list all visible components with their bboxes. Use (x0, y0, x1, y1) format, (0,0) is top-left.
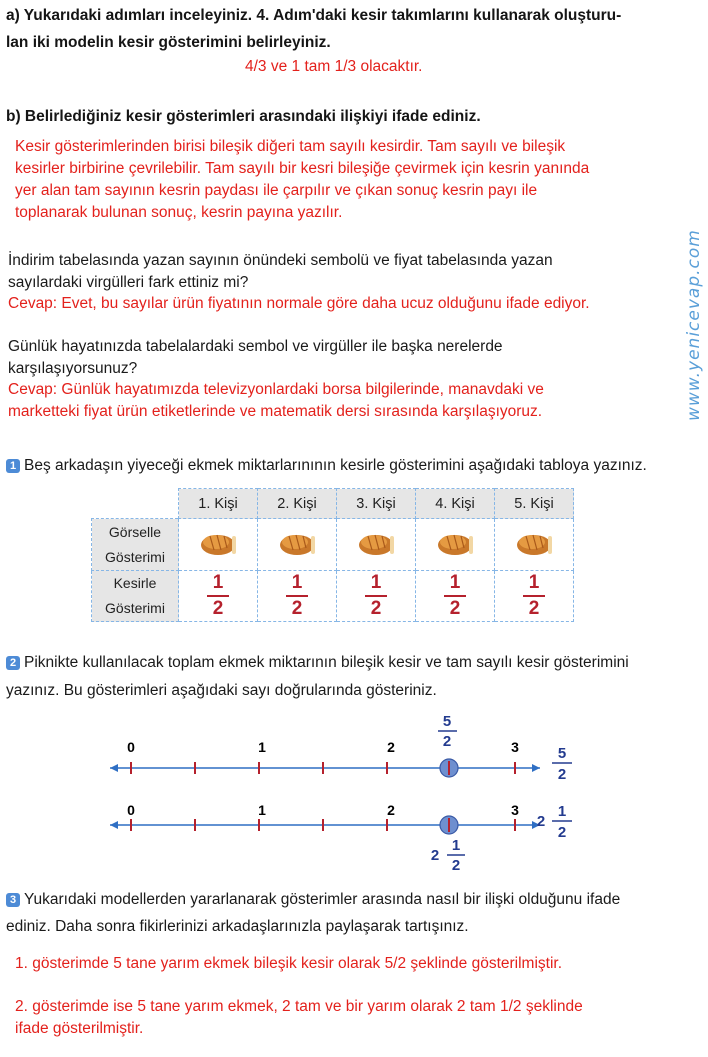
qa1-answer: Cevap: Evet, bu sayılar ürün fiyatının normale göre daha ucuz olduğunu ifade ediyor. (8, 295, 590, 312)
fraction-denominator: 2 (370, 598, 382, 619)
table-header: 4. Kişi (416, 489, 495, 519)
fraction-cell (416, 571, 495, 622)
qa2-question-line: Günlük hayatınızda tabelalardaki sembol ve virgüller ile başka nerelerde (8, 338, 503, 355)
right-denominator: 2 (557, 766, 567, 783)
tick-label: 2 (387, 802, 395, 818)
point-denominator: 2 (451, 857, 461, 874)
task1-instruction (6, 455, 647, 477)
tick-label: 3 (511, 739, 519, 755)
task3-answer2-line2: ifade gösterilmiştir. (15, 1020, 144, 1037)
number-line-1 (110, 713, 572, 783)
task2-text-line1: Piknikte kullanılacak toplam ekmek miktarının bileşik kesir ve tam sayılı kesir gösterimini (24, 654, 629, 671)
point-numerator: 1 (451, 837, 461, 854)
task3-answer2-line1: 2. gösterimde ise 5 tane yarım ekmek, 2 tam ve bir yarım olarak 2 tam 1/2 şeklinde (15, 998, 583, 1015)
point-denominator: 2 (442, 733, 452, 750)
fraction-numerator: 1 (449, 572, 461, 593)
qa1-question-line: İndirim tabelasında yazan sayının önündeki sembolü ve fiyat tabelasında yazan (8, 252, 553, 269)
watermark: www.yenicevap.com (684, 229, 704, 421)
fraction-table (91, 488, 574, 622)
row-label-fraction (92, 571, 179, 622)
bread-cell (337, 519, 416, 571)
bread-cell (495, 519, 574, 571)
section-b-question: b) Belirlediğiniz kesir gösterimleri arasındaki ilişkiyi ifade ediniz. (6, 108, 481, 125)
task3-instruction (6, 889, 620, 911)
tick-label: 3 (511, 802, 519, 818)
bread-cell (179, 519, 258, 571)
right-numerator: 5 (557, 745, 567, 762)
fraction-numerator: 1 (212, 572, 224, 593)
qa2-answer (8, 379, 544, 423)
fraction-numerator: 1 (370, 572, 382, 593)
fraction-cell (337, 571, 416, 622)
table-header: 1. Kişi (179, 489, 258, 519)
bread-cell (258, 519, 337, 571)
table-header: 5. Kişi (495, 489, 574, 519)
left-arrow-icon (110, 821, 118, 829)
half-bread-icon (437, 530, 473, 556)
half-bread-icon (358, 530, 394, 556)
fraction-denominator: 2 (528, 598, 540, 619)
point-numerator: 5 (442, 713, 452, 730)
right-denominator: 2 (557, 824, 567, 841)
tick-label: 1 (258, 802, 266, 818)
fraction-cell (179, 571, 258, 622)
section-a-question-line2: lan iki modelin kesir gösterimini belirleyiniz. (6, 34, 331, 51)
right-numerator: 1 (557, 803, 567, 820)
task3-text-line2: ediniz. Daha sonra fikirlerinizi arkadaşlarınızla paylaşarak tartışınız. (6, 918, 469, 935)
row-label-line: Gösterimi (105, 600, 165, 616)
task2-badge: 2 (6, 656, 20, 670)
qa2-question-line: karşılaşıyorsunuz? (8, 360, 138, 377)
number-line-2 (110, 802, 572, 874)
table-corner (92, 489, 179, 519)
fraction-numerator: 1 (528, 572, 540, 593)
task2-instruction (6, 652, 629, 674)
fraction-numerator: 1 (291, 572, 303, 593)
section-a-answer: 4/3 ve 1 tam 1/3 olacaktır. (245, 58, 423, 75)
fraction-denominator: 2 (449, 598, 461, 619)
qa2-question (8, 336, 503, 380)
tick-label: 0 (127, 739, 135, 755)
fraction-denominator: 2 (291, 598, 303, 619)
right-arrow-icon (532, 764, 540, 772)
qa2-answer-line: Cevap: Günlük hayatımızda televizyonlardaki borsa bilgilerinde, manavdaki ve (8, 381, 544, 398)
tick-label: 0 (127, 802, 135, 818)
fraction-cell (258, 571, 337, 622)
task1-badge: 1 (6, 459, 20, 473)
table-header: 3. Kişi (337, 489, 416, 519)
half-bread-icon (516, 530, 552, 556)
fraction-cell (495, 571, 574, 622)
section-b-answer-line: kesirler birbirine çevrilebilir. Tam sayılı bir kesri bileşiğe çevirmek için kesrin yanında (15, 160, 590, 177)
qa2-answer-line: marketteki fiyat ürün etiketlerinde ve matematik dersi sırasında karşılaşıyoruz. (8, 403, 543, 420)
section-b-answer-line: Kesir gösterimlerinden birisi bileşik diğeri tam sayılı kesirdir. Tam sayılı ve bileşik (15, 138, 566, 155)
half-bread-icon (279, 530, 315, 556)
row-label-line: Kesirle (113, 575, 157, 591)
tick-label: 1 (258, 739, 266, 755)
task3-text-line1: Yukarıdaki modellerden yararlanarak gösterimler arasında nasıl bir ilişki olduğunu ifade (24, 891, 621, 908)
bread-cell (416, 519, 495, 571)
fraction-denominator: 2 (212, 598, 224, 619)
section-b-answer-line: yer alan tam sayının kesrin paydası ile çarpılır ve çıkan sonuç kesrin payı ile (15, 182, 538, 199)
tick-label: 2 (387, 739, 395, 755)
task1-text: Beş arkadaşın yiyeceği ekmek miktarlarınının kesirle gösterimini aşağıdaki tabloya yazınız. (24, 457, 647, 474)
row-label-line: Gösterimi (105, 548, 165, 565)
row-label-visual (92, 519, 179, 571)
number-lines (0, 700, 708, 880)
section-b-answer (15, 136, 589, 224)
half-bread-icon (200, 530, 236, 556)
task2-text-line2: yazınız. Bu gösterimleri aşağıdaki sayı doğrularında gösteriniz. (6, 682, 437, 699)
task3-badge: 3 (6, 893, 20, 907)
qa1-question (8, 250, 553, 294)
left-arrow-icon (110, 764, 118, 772)
row-label-line: Görselle (108, 523, 162, 540)
right-whole: 2 (536, 813, 546, 830)
section-a-question-line1: a) Yukarıdaki adımları inceleyiniz. 4. Adım'daki kesir takımlarını kullanarak oluşturu- (6, 7, 622, 24)
section-b-answer-line: toplanarak bulunan sonuç, kesrin payına yazılır. (15, 204, 343, 221)
table-header: 2. Kişi (258, 489, 337, 519)
point-whole: 2 (430, 847, 440, 864)
task3-answer1: 1. gösterimde 5 tane yarım ekmek bileşik kesir olarak 5/2 şeklinde gösterilmiştir. (15, 955, 563, 972)
qa1-question-line: sayılardaki virgülleri fark ettiniz mi? (8, 274, 249, 291)
